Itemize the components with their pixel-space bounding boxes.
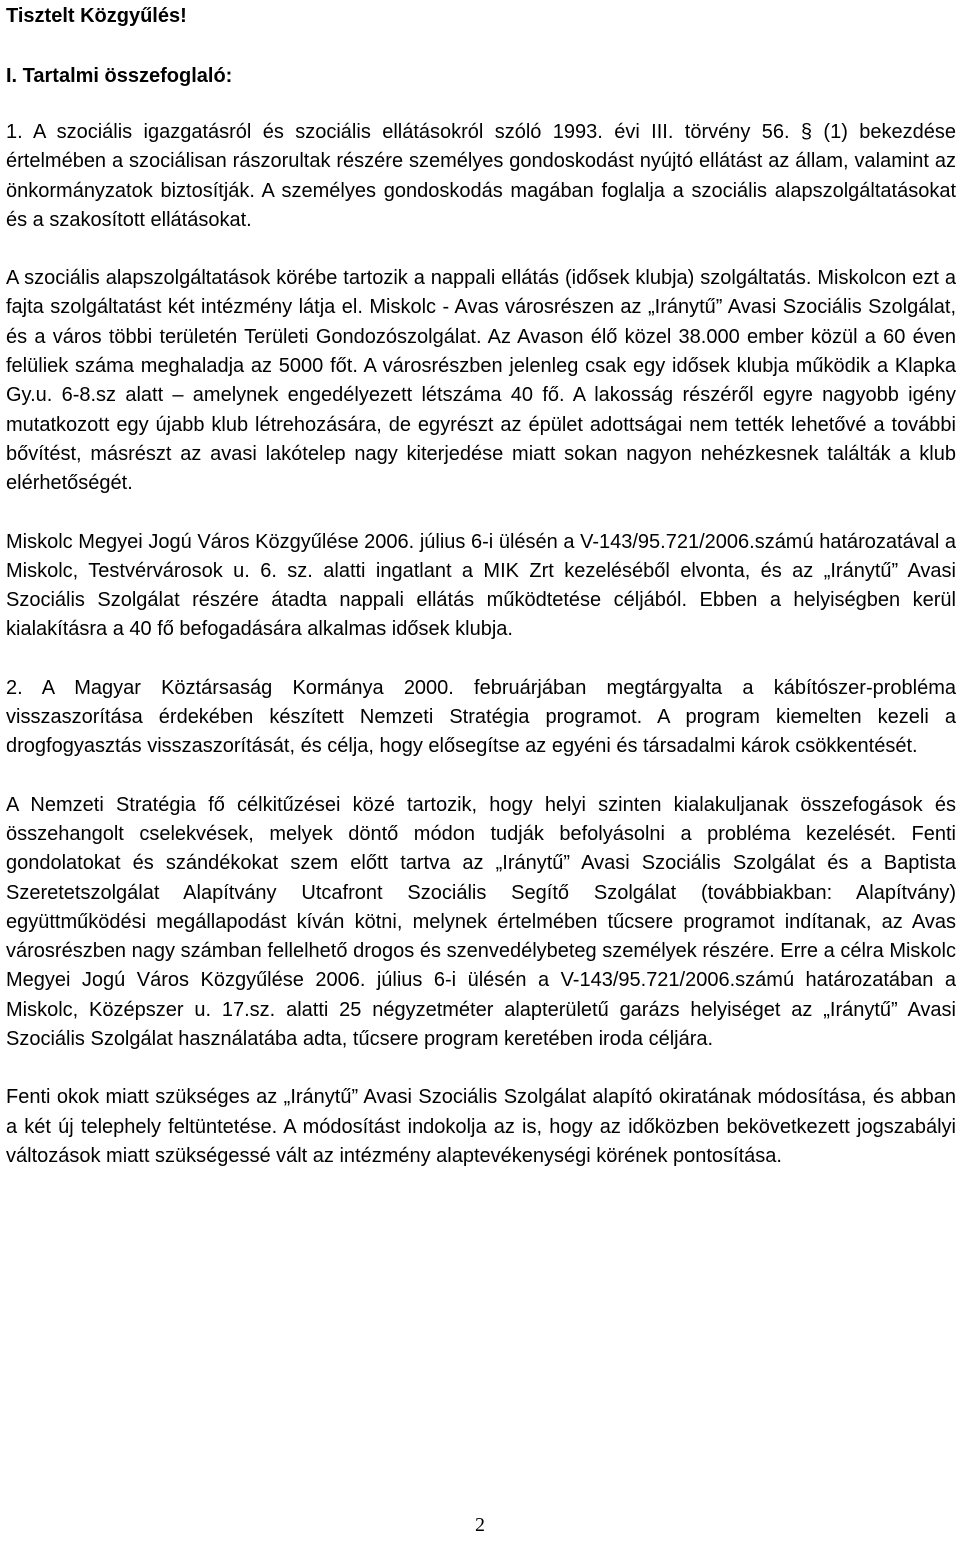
salutation-heading: Tisztelt Közgyűlés! [6, 5, 187, 27]
paragraph-6: Fenti okok miatt szükséges az „Iránytű” Avasi Szociális Szolgálat alapító okiratának módosítása, és abban a két új telephely feltüntetése. A módosítást indokolja az is, hogy az időközben bekövetkezett jogszabályi változások miatt szükségessé vált az intézmény alaptevékenységi körének pontosítása. [6, 1086, 956, 1167]
page-number: 2 [475, 1514, 485, 1536]
paragraph-1: 1. A szociális igazgatásról és szociális ellátásokról szóló 1993. évi III. törvény 56. § (1) bekezdése értelmében a szociálisan rászorultak részére személyes gondoskodást nyújtó ellátást az állam, valamint az önkormányzatok biztosítják. A személyes gondoskodás magában foglalja a szociális alapszolgáltatásokat és a szakosított ellátásokat. [6, 121, 956, 231]
paragraph-2: A szociális alapszolgáltatások körébe tartozik a nappali ellátás (idősek klubja) szolgáltatás. Miskolcon ezt a fajta szolgáltatást két intézmény látja el. Miskolc - Avas városrészen az „Iránytű” Avasi Szociális Szolgálat, és a város többi területén Területi Gondozószolgálat. Az Avason élő közel 38.000 ember közül a 60 éven felüliek száma meghaladja az 5000 főt. A városrészben jelenleg csak egy idősek klubja működik a Klapka Gy.u. 6-8.sz alatt – amelynek engedélyezett létszáma 40 fő. A lakosság részéről egyre nagyobb igény mutatkozott egy újabb klub létrehozására, de egyrészt az épület adottságai nem tették lehetővé a további bővítést, másrészt az avasi lakótelep nagy kiterjedése miatt sokan nagyon nehézkesnek találták a klub elérhetőségét. [6, 267, 956, 495]
paragraph-3: Miskolc Megyei Jogú Város Közgyűlése 2006. július 6-i ülésén a V-143/95.721/2006.számú határozatával a Miskolc, Testvérvárosok u. 6. sz. alatti ingatlant a MIK Zrt kezeléséből elvonta, és az „Iránytű” Avasi Szociális Szolgálat részére átadta nappali ellátás működtetése céljából. Ebben a helyiségben kerül kialakításra a 40 fő befogadására alkalmas idősek klubja. [6, 530, 956, 641]
document-page [6, 0, 956, 1171]
paragraph-4: 2. A Magyar Köztársaság Kormánya 2000. februárjában megtárgyalta a kábítószer-probléma visszaszorítása érdekében készített Nemzeti Stratégia programot. A program kiemelten kezeli a drogfogyasztás visszaszorítását, és célja, hogy elősegítse az egyéni és társadalmi károk csökkentését. [6, 676, 956, 758]
section-heading: I. Tartalmi összefoglaló: [6, 65, 233, 87]
paragraph-5: A Nemzeti Stratégia fő célkitűzései közé tartozik, hogy helyi szinten kialakuljanak összefogások és összehangolt cselekvések, melyek döntő módon tudják befolyásolni a probléma kezelését. Fenti gondolatokat és szándékokat szem előtt tartva az „Iránytű” Avasi Szociális Szolgálat és a Baptista Szeretetszolgálat Alapítvány Utcafront Szociális Segítő Szolgálat (továbbiakban: Alapítvány) együttműködési megállapodást kíván kötni, melynek értelmében tűcsere programot indítanak, az Avas városrészben nagy számban fellelhető drogos és szenvedélybeteg személyek részére. Erre a célra Miskolc Megyei Jogú Város Közgyűlése 2006. július 6-i ülésén a V-143/95.721/2006.számú határozatában a Miskolc, Középszer u. 17.sz. alatti 25 négyzetméter alapterületű garázs helyiséget az „Iránytű” Avasi Szociális Szolgálat használatába adta, tűcsere program keretében iroda céljára. [6, 793, 956, 1051]
